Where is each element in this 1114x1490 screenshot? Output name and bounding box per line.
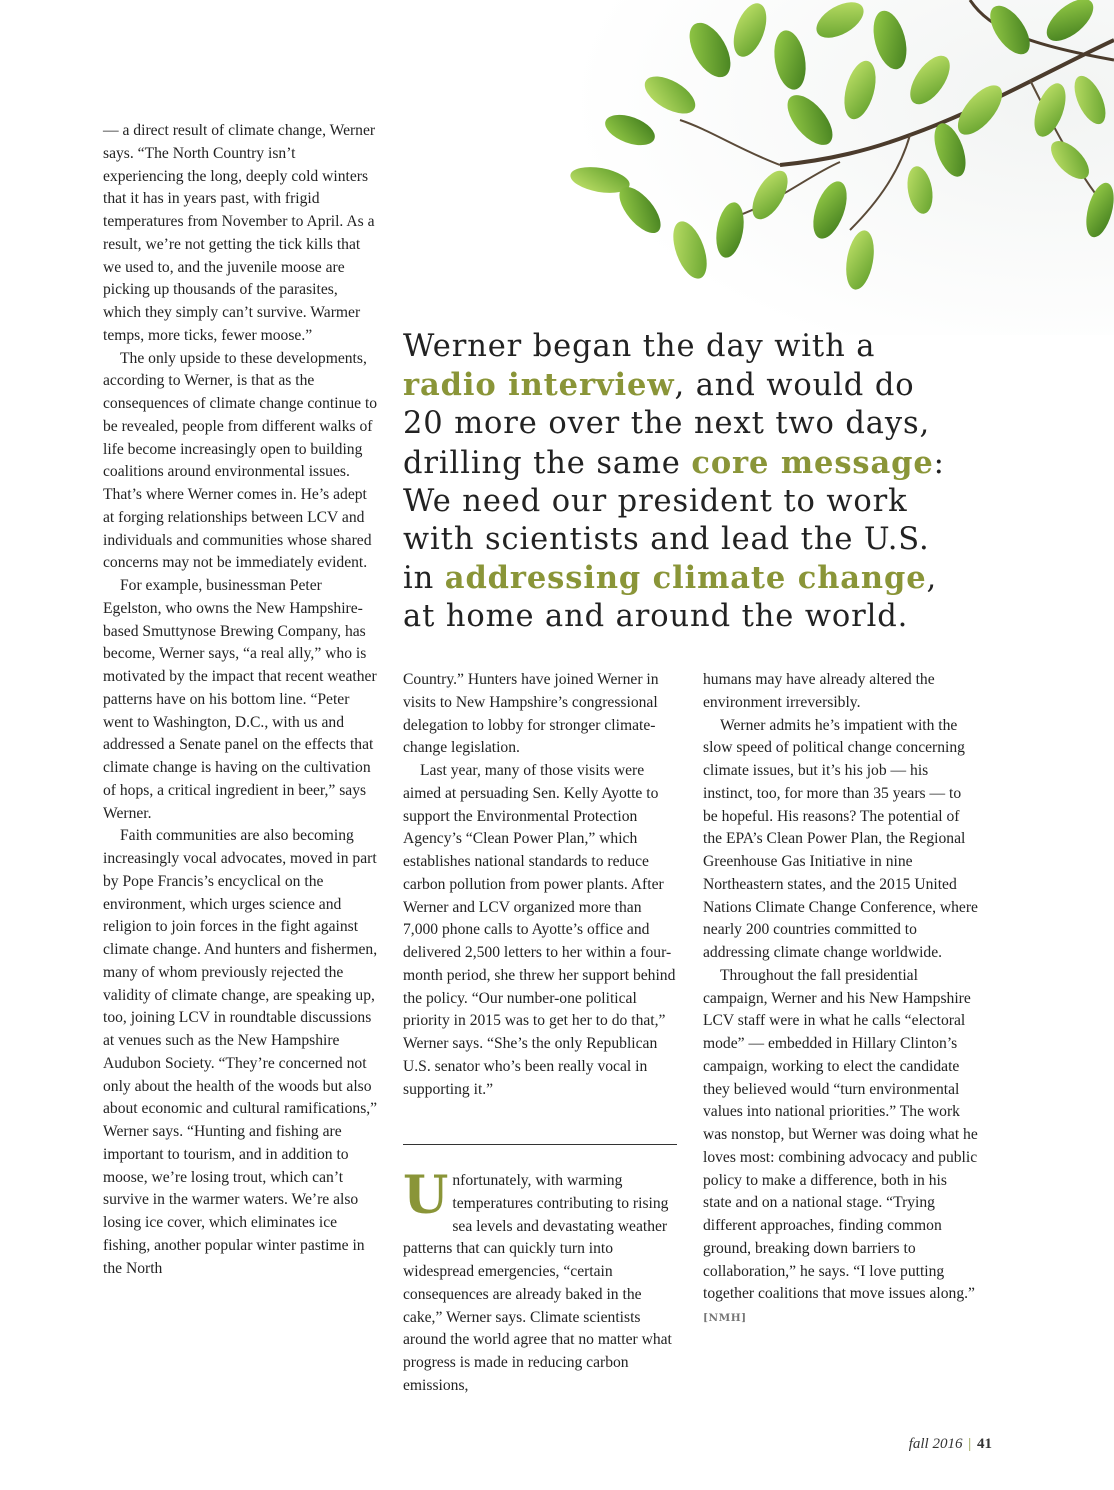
article-column-1 bbox=[103, 120, 379, 1280]
paragraph: Unfortunately, with warming temperatures contributing to rising sea levels and devastating weather patterns that can quickly turn into widespread emergencies, “certain consequences are already baked in the cake,” Werner says. Climate scientists around the world agree that no matter what progress is made in reducing carbon emissions, bbox=[403, 1165, 672, 1394]
paragraph: Throughout the fall presidential campaign, Werner and his New Hampshire LCV staff were in what he calls “electoral mode” — embedded in Hillary Clinton’s campaign, working to elect the candidate they believed would “turn environmental values into national priorities.” The work was nonstop, but Werner was doing what he loves most: combining advocacy and public policy to make a difference, both in his state and on a national stage. “Trying different approaches, finding common ground, breaking down barriers to collaboration,” he says. “I love putting together coalitions that move issues along.” [NMH] bbox=[703, 966, 978, 1324]
highlight: addressing climate change bbox=[444, 560, 927, 597]
page-number: 41 bbox=[977, 1436, 992, 1452]
drop-cap: U bbox=[403, 1165, 449, 1226]
folio-separator: | bbox=[968, 1436, 972, 1452]
paragraph: humans may have already altered the environment irreversibly. bbox=[703, 671, 935, 711]
paragraph: The only upside to these developments, according to Werner, is that as the consequences of climate change continue to be revealed, people from different walks of life become increasingly open to building coalitions around environmental issues. That’s where Werner comes in. He’s adept at forging relationships between LCV and individuals and communities whose shared concerns may not be immediately evident. bbox=[103, 349, 378, 572]
issue-season: fall 2016 bbox=[908, 1436, 963, 1452]
paragraph: For example, businessman Peter Egelston, who owns the New Hampshire-based Smuttynose Brewing Company, has become, Werner says, “a real ally,” who is motivated by the impact that recent weather patterns have on his bottom line. “Peter went to Washington, D.C., with us and addressed a Senate panel on the effects that climate change is having on the cultivation of hops, a critical ingredient in beer,” says Werner. bbox=[103, 577, 377, 822]
article-column-2-section bbox=[403, 1165, 677, 1398]
paragraph: — a direct result of climate change, Werner says. “The North Country isn’t experiencing the long, deeply cold winters that it has in years past, with frigid temperatures from November to April. As a result, we’re not getting the tick kills that we used to, and the juvenile moose are picking up thousands of the parasites, which they simply can’t survive. Warmer temps, more ticks, fewer moose.” bbox=[103, 122, 376, 344]
pull-quote-line: at home and around the world. bbox=[403, 599, 909, 635]
pull-quote-line: with scientists and lead the U.S. bbox=[403, 522, 930, 558]
pull-quote-line: 20 more over the next two days, bbox=[403, 406, 931, 442]
leaf-branch-image bbox=[510, 0, 1114, 335]
section-divider bbox=[403, 1144, 677, 1145]
article-column-2 bbox=[403, 669, 677, 1101]
pull-quote bbox=[403, 328, 1043, 637]
article-column-3 bbox=[703, 669, 978, 1330]
pull-quote-line: We need our president to work bbox=[403, 483, 908, 519]
pull-quote-line: radio interview, and would do bbox=[403, 367, 915, 404]
paragraph: Werner admits he’s impatient with the slow speed of political change concerning climate issues, but it’s his job — his instinct, too, for more than 35 years — to be hopeful. His reasons? The potential of the EPA’s Clean Power Plan, the Regional Greenhouse Gas Initiative in nine Northeastern states, and the 2015 United Nations Climate Change Conference, where nearly 200 countries committed to addressing climate change worldwide. bbox=[703, 716, 978, 961]
highlight: radio interview bbox=[403, 367, 675, 404]
highlight: core message bbox=[691, 444, 934, 481]
pull-quote-line: Werner began the day with a bbox=[403, 329, 876, 364]
paragraph: Country.” Hunters have joined Werner in visits to New Hampshire’s congressional delegation to lobby for stronger climate-change legislation. bbox=[403, 671, 659, 757]
paragraph: Faith communities are also becoming increasingly vocal advocates, moved in part by Pope Francis’s encyclical on the environment, which urges science and religion to join forces in the fight against climate change. And hunters and fishermen, many of whom previously rejected the validity of climate change, are speaking up, too, joining LCV in roundtable discussions at venues such as the New Hampshire Audubon Society. “They’re concerned not only about the health of the woods but also about economic and cultural ramifications,” Werner says. “Hunting and fishing are important to tourism, and in addition to moose, we’re losing trout, which can’t survive in the warmer waters. We’re also losing ice cover, which eliminates ice fishing, another popular winter pastime in the North bbox=[103, 827, 378, 1277]
author-tag: [NMH] bbox=[703, 1312, 747, 1324]
paragraph: Last year, many of those visits were aimed at persuading Sen. Kelly Ayotte to support the Environmental Protection Agency’s “Clean Power Plan,” which establishes national standards to reduce carbon pollution from power plants. After Werner and LCV organized more than 7,000 phone calls to Ayotte’s office and delivered 2,500 letters to her within a four-month period, she threw her support behind the policy. “Our number-one political priority in 2015 was to get her to do that,” Werner says. “She’s the only Republican U.S. senator who’s been really vocal in supporting it.” bbox=[403, 762, 676, 1098]
pull-quote-line: in addressing climate change, bbox=[403, 560, 938, 597]
page-folio bbox=[909, 1436, 992, 1453]
pull-quote-line: drilling the same core message: bbox=[403, 444, 945, 481]
